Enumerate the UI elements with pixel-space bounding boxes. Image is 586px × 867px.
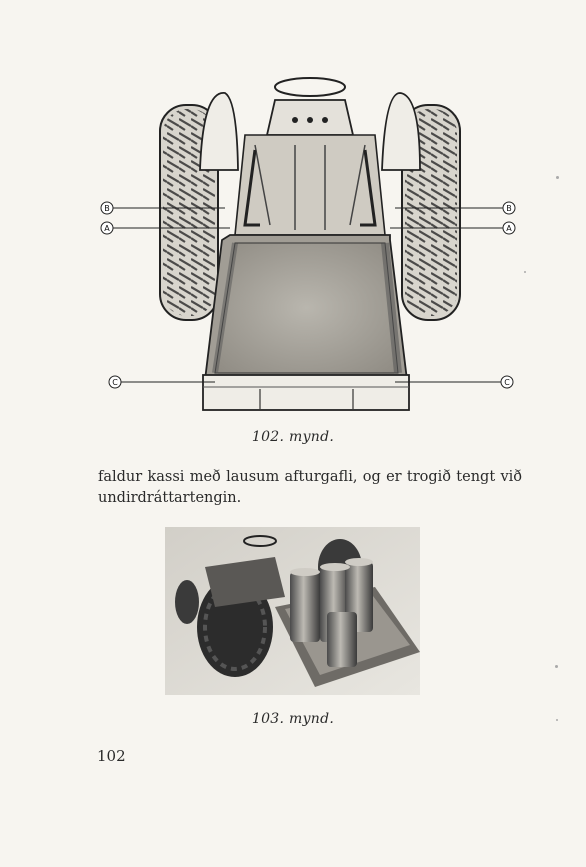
callout-b-left: B: [104, 204, 110, 213]
body-line-2: undirdráttartengin.: [98, 490, 242, 506]
callout-a-right: A: [506, 224, 512, 233]
paper-speck: [556, 176, 559, 179]
paper-speck: [556, 719, 558, 721]
callout-c-left: C: [112, 378, 118, 387]
callout-c-right: C: [504, 378, 510, 387]
tractor-box-diagram: [95, 75, 525, 420]
paper-speck: [524, 271, 526, 273]
paper-speck: [555, 665, 558, 668]
figure-102-caption: 102. mynd.: [251, 429, 335, 445]
body-line-1: faldur kassi með lausum afturgafli, og er trogið tengt við: [98, 469, 522, 485]
figure-103-caption: 103. mynd.: [251, 711, 335, 727]
body-paragraph: [98, 467, 522, 509]
callout-b-right: B: [506, 204, 512, 213]
callout-a-left: A: [104, 224, 110, 233]
tractor-milk-cans-photo: [165, 527, 420, 695]
page-number: 102: [97, 747, 126, 765]
